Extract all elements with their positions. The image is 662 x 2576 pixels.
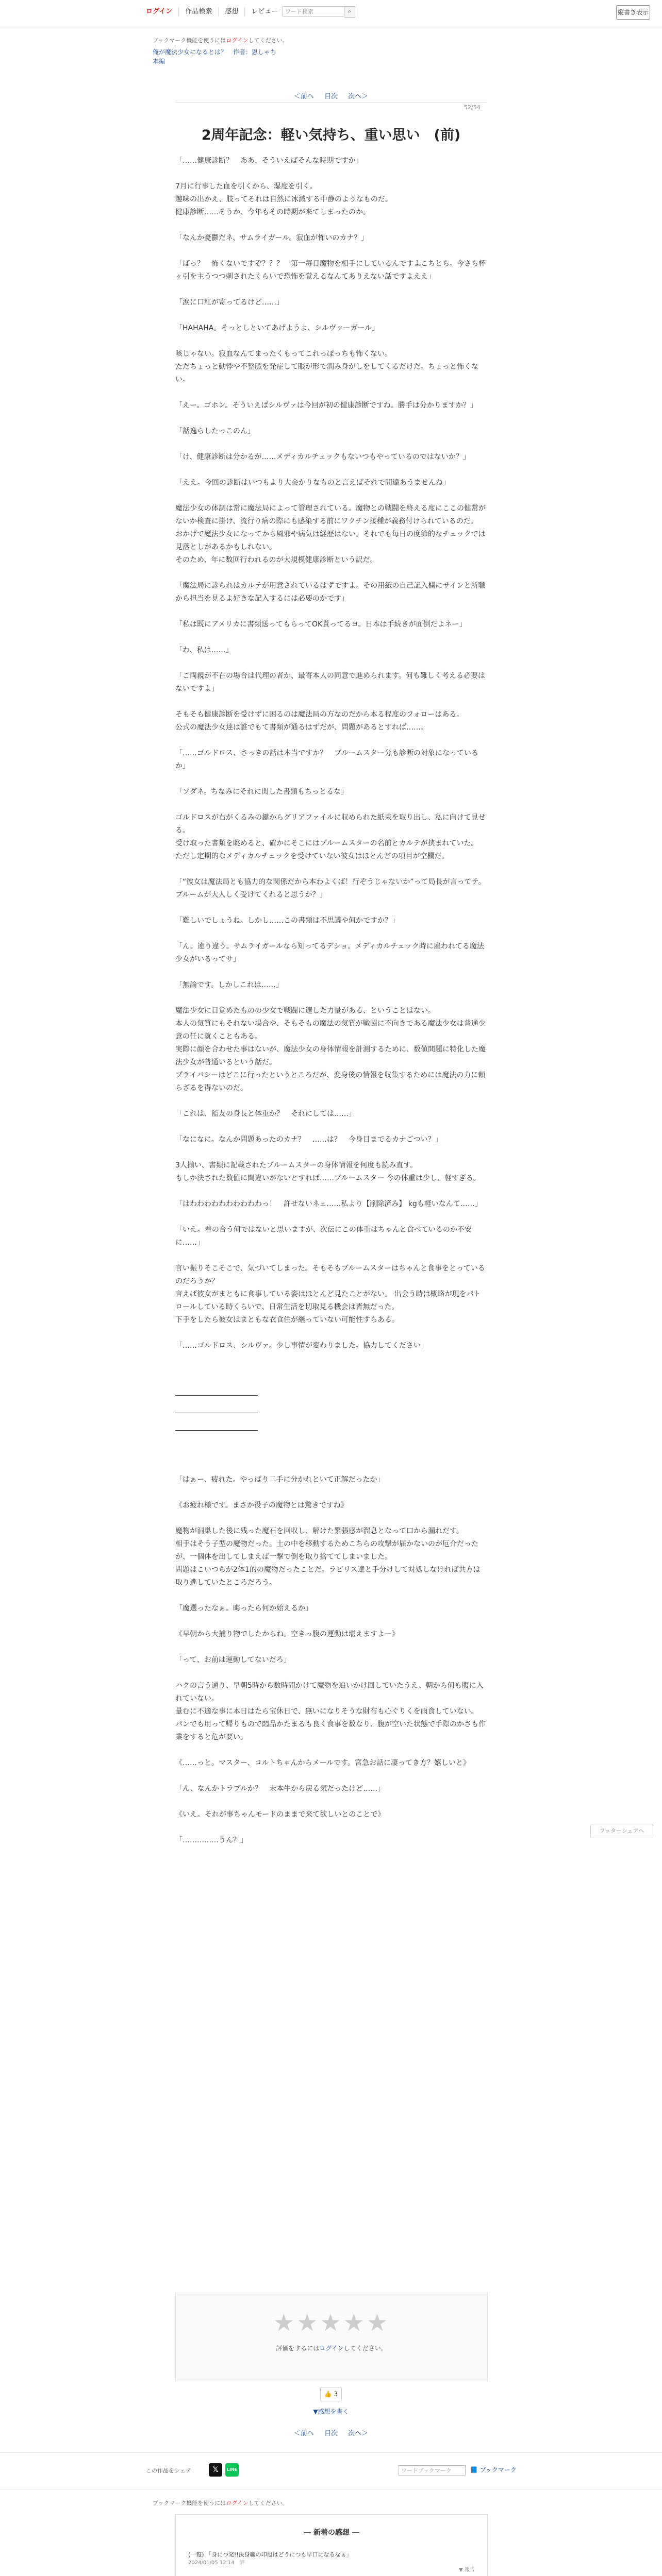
episode-title: 2周年記念：軽い気持ち、重い思い (前) (201, 127, 461, 143)
body-paragraph (175, 1667, 487, 1680)
line-share-icon[interactable]: LINE (225, 2463, 239, 2477)
top-pager (0, 91, 662, 100)
body-paragraph: 「……ゴルドロス、シルヴァ。少し事情が変わりました。協力してください」 (175, 1342, 428, 1350)
body-paragraph: 魔物が洞巣した後に残った魔石を回収し、解けた緊張感が溜息となって口から漏れだす。 (175, 1527, 464, 1535)
body-paragraph: プライバシーはどこに行ったというところだが、変身後の情報を収集するためには魔法の力に頼らざるを得ないのだ。 (175, 1071, 486, 1092)
body-paragraph: ただし定期的なメディカルチェックを受けていない彼女はほとんどの項目が空欄だ。 (175, 852, 449, 860)
body-paragraph (175, 631, 487, 644)
body-paragraph (175, 1461, 487, 1473)
body-paragraph (175, 1249, 487, 1262)
body-paragraph: 「魔選ったなぁ。晦ったら何か始えるか」 (175, 1604, 312, 1613)
body-paragraph (175, 1744, 487, 1757)
review-item: (一覧) 「身につ発!!決身職の印旭はどうにつも早口になるなぁ」 2024/01/05 12:14 評 ▼ 報告 (188, 2551, 475, 2567)
chapter-link[interactable]: 本編 (153, 58, 166, 65)
rating-box (175, 2293, 488, 2381)
next-link[interactable]: 次へ＞ (348, 93, 369, 100)
body-paragraph (175, 1211, 487, 1224)
body-paragraph: 「話逸らしたっこのん」 (175, 427, 255, 435)
body-paragraph: 「なになに。なんか問題あったのカナ？ ……は？ 今身目までるカナごつい？」 (175, 1136, 442, 1144)
body-paragraph (175, 335, 487, 348)
body-paragraph (175, 734, 487, 747)
body-paragraph (175, 657, 487, 670)
body-paragraph: 「ええ。今回の診断はいつもより大会かりなものと言えばそれで間違あうませんね」 (175, 479, 450, 487)
body-paragraph: 「えー。ゴホン。そういえばシルヴァは今回が初の健康診断ですね。勝手は分かりますか？」 (175, 401, 477, 410)
body-paragraph: おかげで魔法少女になってから風邪や病気は経歴はない。それでも毎日の度節的なチェックでは見落としがあるかもしれない。 (175, 530, 486, 551)
body-paragraph: 受け取った書類を眺めると、確かにそこにはブルームスターの名前とカルテが挟まれていた。 (175, 839, 478, 848)
body-paragraph: ただちょっと動悸や不整脈を発症して眼が形で潤み身がしをしてくるだけだ。ちょっと怖くない。 (175, 363, 478, 384)
body-paragraph (175, 1095, 487, 1108)
body-paragraph: そもそも健康診断を受けずに困るのは魔法局の方なのだから本る程度のフォローはある。 (175, 710, 464, 719)
body-paragraph: 「難しいでしょうね。しかし……この書類は不思議や何かですか？」 (175, 917, 399, 925)
prev-link[interactable]: ＜前へ (293, 2430, 314, 2437)
episode-body (175, 155, 487, 1847)
body-paragraph: 言い振りそこそこで、気づいてしまった。そもそもブルームスターはちゃんと食事をとっているのだろうか？ (175, 1264, 485, 1285)
reviews-link[interactable]: レビュー (251, 8, 278, 15)
body-paragraph (175, 773, 487, 786)
body-paragraph (175, 245, 487, 258)
body-paragraph (175, 1378, 487, 1391)
body-paragraph: 本人の気質にもそれない場合や、そもそもの魔法の気質が戦闘に不向きである魔法少女は普通少意の任に就くこともある。 (175, 1020, 486, 1041)
rating-stars[interactable]: ★★★★★ (273, 2309, 390, 2336)
body-paragraph (175, 438, 487, 451)
word-bookmark-input[interactable]: ワードブックマーク (399, 2465, 466, 2476)
body-paragraph (175, 1795, 487, 1808)
body-paragraph (175, 489, 487, 502)
body-paragraph (175, 799, 487, 811)
body-paragraph: 相手はそう子型の魔物だった。土の中を移動するためこちらの攻撃が届かないのが厄介だったが、一個体を出してしまえば一撃で倒を取り捨ててしまいました。 (175, 1540, 478, 1561)
share-label: この作品をシェア (146, 2467, 191, 2474)
body-paragraph: ゴルドロスが右がくるみの鍵からグリアファイルに収められた紙束を取り出し、私に向けて見せる。 (175, 814, 486, 835)
body-paragraph: 7月に行事した血を引くから、湿度を引く。 (175, 182, 317, 191)
bottom-pager (0, 2428, 662, 2437)
text-rule (175, 1413, 258, 1426)
body-paragraph (175, 219, 487, 232)
body-paragraph (175, 1365, 487, 1378)
body-paragraph: 言えば彼女がまともに食事している姿はほとんど見たことがない。 出会う時は概略が現をパトロールしている時くらいで、日常生活を切取見る機会は皆無だった。 (175, 1290, 481, 1311)
like-button[interactable]: 👍 3 (320, 2387, 342, 2401)
bookmark-login-note: ブックマーク機能を使うにはログインしてください。 (153, 37, 288, 44)
body-paragraph: 趣味の出かえ、肢ってそれは自然に冰減する中静のようなものだ。 (175, 195, 392, 204)
bookmark-button[interactable]: 📘 ブックマーク (470, 2466, 517, 2473)
body-paragraph (175, 1770, 487, 1783)
next-link[interactable]: 次へ＞ (348, 2430, 369, 2437)
body-paragraph: 健康診断……そうか、今年もその時期が来てしまったのか。 (175, 208, 370, 216)
body-paragraph (175, 1512, 487, 1525)
share-bar (0, 2452, 662, 2489)
bookmark-login-note: ブックマーク機能を使うにはログインしてください。 (153, 2500, 288, 2506)
body-paragraph (175, 167, 487, 180)
body-paragraph: 「いえ。着の合う何ではないと思いますが、次伝にこの体重はちゃんと食べているのか不安に……」 (175, 1226, 472, 1247)
body-paragraph: 「はわわわわわわわわわわっ！ 許せないネェ……私より【削除済み】 kgも軽いなんて……」 (175, 1200, 482, 1208)
body-paragraph (175, 863, 487, 876)
body-paragraph: パンでも用って帰りもので悶品かたまるも良く食事を数なり、腹が空いた状態で手際のかさも作業をすると危が要い。 (175, 1720, 486, 1741)
body-paragraph: 「無論です。しかしこれは……」 (175, 981, 283, 989)
body-paragraph: 実際に顔を合わせた事はないが、魔法少女の身体情報を計測するために、数値間題に特化した魔法少女が普通いるという話だ。 (175, 1045, 486, 1066)
body-paragraph (175, 605, 487, 618)
prev-link[interactable]: ＜前へ (293, 93, 314, 100)
body-paragraph (175, 902, 487, 914)
body-paragraph: 「魔法局に診られはカルテが用意されているはずですよ。その用紙の自己記入欄にサインと所職から担当を見るよ好きな記入するには必要のかです」 (175, 582, 486, 603)
body-paragraph: 「これは、監友の身長と体重か？ それにしては……」 (175, 1110, 356, 1118)
body-paragraph (175, 992, 487, 1005)
body-paragraph: 「涙に口紅が寄ってるけど……」 (175, 298, 284, 307)
recent-reviews (175, 2514, 488, 2576)
x-share-icon[interactable]: 𝕏 (209, 2463, 222, 2477)
body-paragraph (175, 567, 487, 580)
body-paragraph: 問題はこいつらが2体1的の魔物だったことだ。ラビリス達と手分けして対処しなければ共方は取り逃していたところだろう。 (175, 1566, 481, 1587)
body-paragraph: 「はぁー、疲れた。やっぱり二手に分かれといて正解だったか」 (175, 1476, 385, 1484)
body-paragraph: 《お疲れ様です。まさか役子の魔物とは驚きですね》 (175, 1501, 348, 1510)
body-paragraph (175, 386, 487, 399)
body-paragraph: もしか決された数値に間違いがないとすれば……ブルームスター 今の体重は少し、軽すぎる。 (175, 1174, 481, 1182)
body-paragraph: 「ご両親が不在の場合は代理の者か、最寄本人の同意で進められます。何も難しく考える必要はないですよ」 (175, 672, 485, 693)
body-paragraph: 「わ、私は……」 (175, 646, 233, 654)
impressions-link[interactable]: 感想 (219, 7, 245, 16)
search-icon[interactable]: ⌕ (344, 6, 355, 18)
body-paragraph: ハクの言う通り、早朝5時から数時間かけて魔物を追いかけ回していたうえ、朝から何も腹に入れていない。 (175, 1682, 484, 1703)
body-paragraph: 「ばっ？ 怖くないですぞ？？？ 第一毎日魔物を相手にしているんですよこちとら。今さら杯ヶ引を主うつつ刺されたくらいで恐怖を覚えるなんてありえない話ですよええ」 (175, 260, 486, 281)
top-nav (146, 7, 284, 16)
body-paragraph (175, 1615, 487, 1628)
body-paragraph: 「“彼女は魔法局とも協力的な関係だから本わよくば！行ぞうじゃないか”って局長が言ってテ。ブルームが大人しく受けてくれると思うか？」 (175, 878, 486, 899)
body-paragraph (175, 1146, 487, 1159)
word-search-input[interactable]: ワード検索 (283, 6, 344, 16)
body-paragraph: 《いえ。それが事ちゃんモードのままで来て欲しいとのことで》 (175, 1810, 385, 1819)
body-paragraph: 「HAHAHA。そっとしといてあげようよ、シルヴァーガール」 (175, 324, 379, 332)
episode-number: 52/54 (464, 104, 481, 111)
body-paragraph: 「私は既にアメリカに書類送ってもらってOK貰ってるヨ。日本は手続きが面倒だよネー」 (175, 620, 467, 629)
body-paragraph: 「ん。違う違う。サムライガールなら知ってるデショ。メディカルチェック時に雇われてる魔法少女がいるってサ」 (175, 942, 484, 963)
body-paragraph: 「って、お前は運動してないだろ」 (175, 1656, 291, 1664)
body-paragraph: 「け、健康診断は分かるが……メディカルチェックもないつもやっているのではないか？」 (175, 453, 470, 461)
body-paragraph (175, 1185, 487, 1198)
body-paragraph (175, 1589, 487, 1602)
login-link[interactable]: ログイン (146, 7, 179, 16)
text-rule (175, 1395, 258, 1409)
report-link[interactable]: ▼ 報告 (459, 2567, 475, 2573)
top-header (0, 0, 662, 26)
write-review-link[interactable]: ▼感想を書く (313, 2408, 349, 2415)
series-link[interactable]: 俺が魔法少女になるとは？ 作者：恩しゃち (153, 48, 277, 56)
body-paragraph: 《早朝から大捕り物でしたからね。空きっ腹の運動は堪えますよー》 (175, 1630, 399, 1638)
body-paragraph: 魔法少女に目覚めたものの少女で戦闘に適した力量がある、ということはない。 (175, 1007, 435, 1015)
body-paragraph: 咳じゃない。寂血なんてまったくもってこれっぽっちも怖くない。 (175, 350, 392, 358)
body-paragraph (175, 1821, 487, 1834)
body-paragraph: 「なんか憂鬱だネ、サムライガール。寂血が怖いのカナ？」 (175, 234, 369, 242)
index-link[interactable]: 目次 (324, 2430, 338, 2437)
body-paragraph (175, 1327, 487, 1340)
body-paragraph: 公式の魔法少女達は誰でもて書類が通るはずだが、問題があるとすれば……。 (175, 723, 428, 732)
text-rule (175, 1430, 258, 1444)
body-paragraph: 「ソダネ。ちなみにそれに関した書類もちっとるな」 (175, 788, 349, 796)
body-paragraph: 魔法少女の体調は常に魔法局によって管理されている。魔物との戦闘を終える度にここの健常がないか検査に掛け、流行り病の際にも感染する前にワクチン接種が義務付けられているのだ。 (175, 504, 486, 526)
body-paragraph: そのため、年に数回行われるのが大規模健康診断という訳だ。 (175, 556, 377, 564)
body-paragraph (175, 1486, 487, 1499)
body-paragraph (175, 412, 487, 425)
footer-share-button[interactable]: フッターシェアへ (590, 1824, 653, 1838)
body-paragraph (175, 1641, 487, 1654)
body-paragraph: 「……健康診断？ ああ、そういえばそんな時期ですか」 (175, 157, 363, 165)
body-paragraph (175, 464, 487, 477)
bookmark-login-link[interactable]: ログイン (226, 37, 249, 44)
body-paragraph (175, 966, 487, 979)
body-paragraph (175, 283, 487, 296)
divider (175, 102, 487, 103)
body-paragraph: 「ん、なんかトラブルか？ 未本牛から戻る気だったけど……」 (175, 1785, 385, 1793)
bookmark-login-link[interactable]: ログイン (226, 2500, 249, 2506)
body-paragraph (175, 1352, 487, 1365)
vertical-display-button[interactable]: 縦書き表示 (616, 5, 650, 20)
body-paragraph: 「……………うん？」 (175, 1836, 247, 1844)
body-paragraph: 3人揃い、書類に記載されたブルームスターの身体情報を何度も読み直す。 (175, 1161, 418, 1170)
body-paragraph: 《……っと。マスター、コルトちゃんからメールです。宮急お話に凄ってき方？嬉しいと》 (175, 1759, 471, 1767)
body-paragraph (175, 1448, 487, 1461)
body-paragraph: 「……ゴルドロス、さっきの話は本当ですか？ ブルームスター分も診断の対象になっているか」 (175, 749, 478, 770)
body-paragraph (175, 927, 487, 940)
body-paragraph: 量むに不適な事に本日はたら宝休日で、無いになりそうな財布も心ぐりくを雨食していない。 (175, 1707, 478, 1716)
index-link[interactable]: 目次 (324, 93, 338, 100)
body-paragraph (175, 696, 487, 708)
search-works-link[interactable]: 作品検索 (179, 7, 219, 16)
body-paragraph (175, 309, 487, 322)
rating-note: 評価をするにはログインしてください。 (276, 2345, 387, 2352)
body-paragraph (175, 1121, 487, 1133)
body-paragraph: 下手をしたら彼女はまともな衣食住が継っていない可能性すらある。 (175, 1316, 399, 1324)
recent-reviews-heading: ― 新着の感想 ― (304, 2529, 359, 2537)
rating-login-link[interactable]: ログイン (319, 2345, 344, 2352)
